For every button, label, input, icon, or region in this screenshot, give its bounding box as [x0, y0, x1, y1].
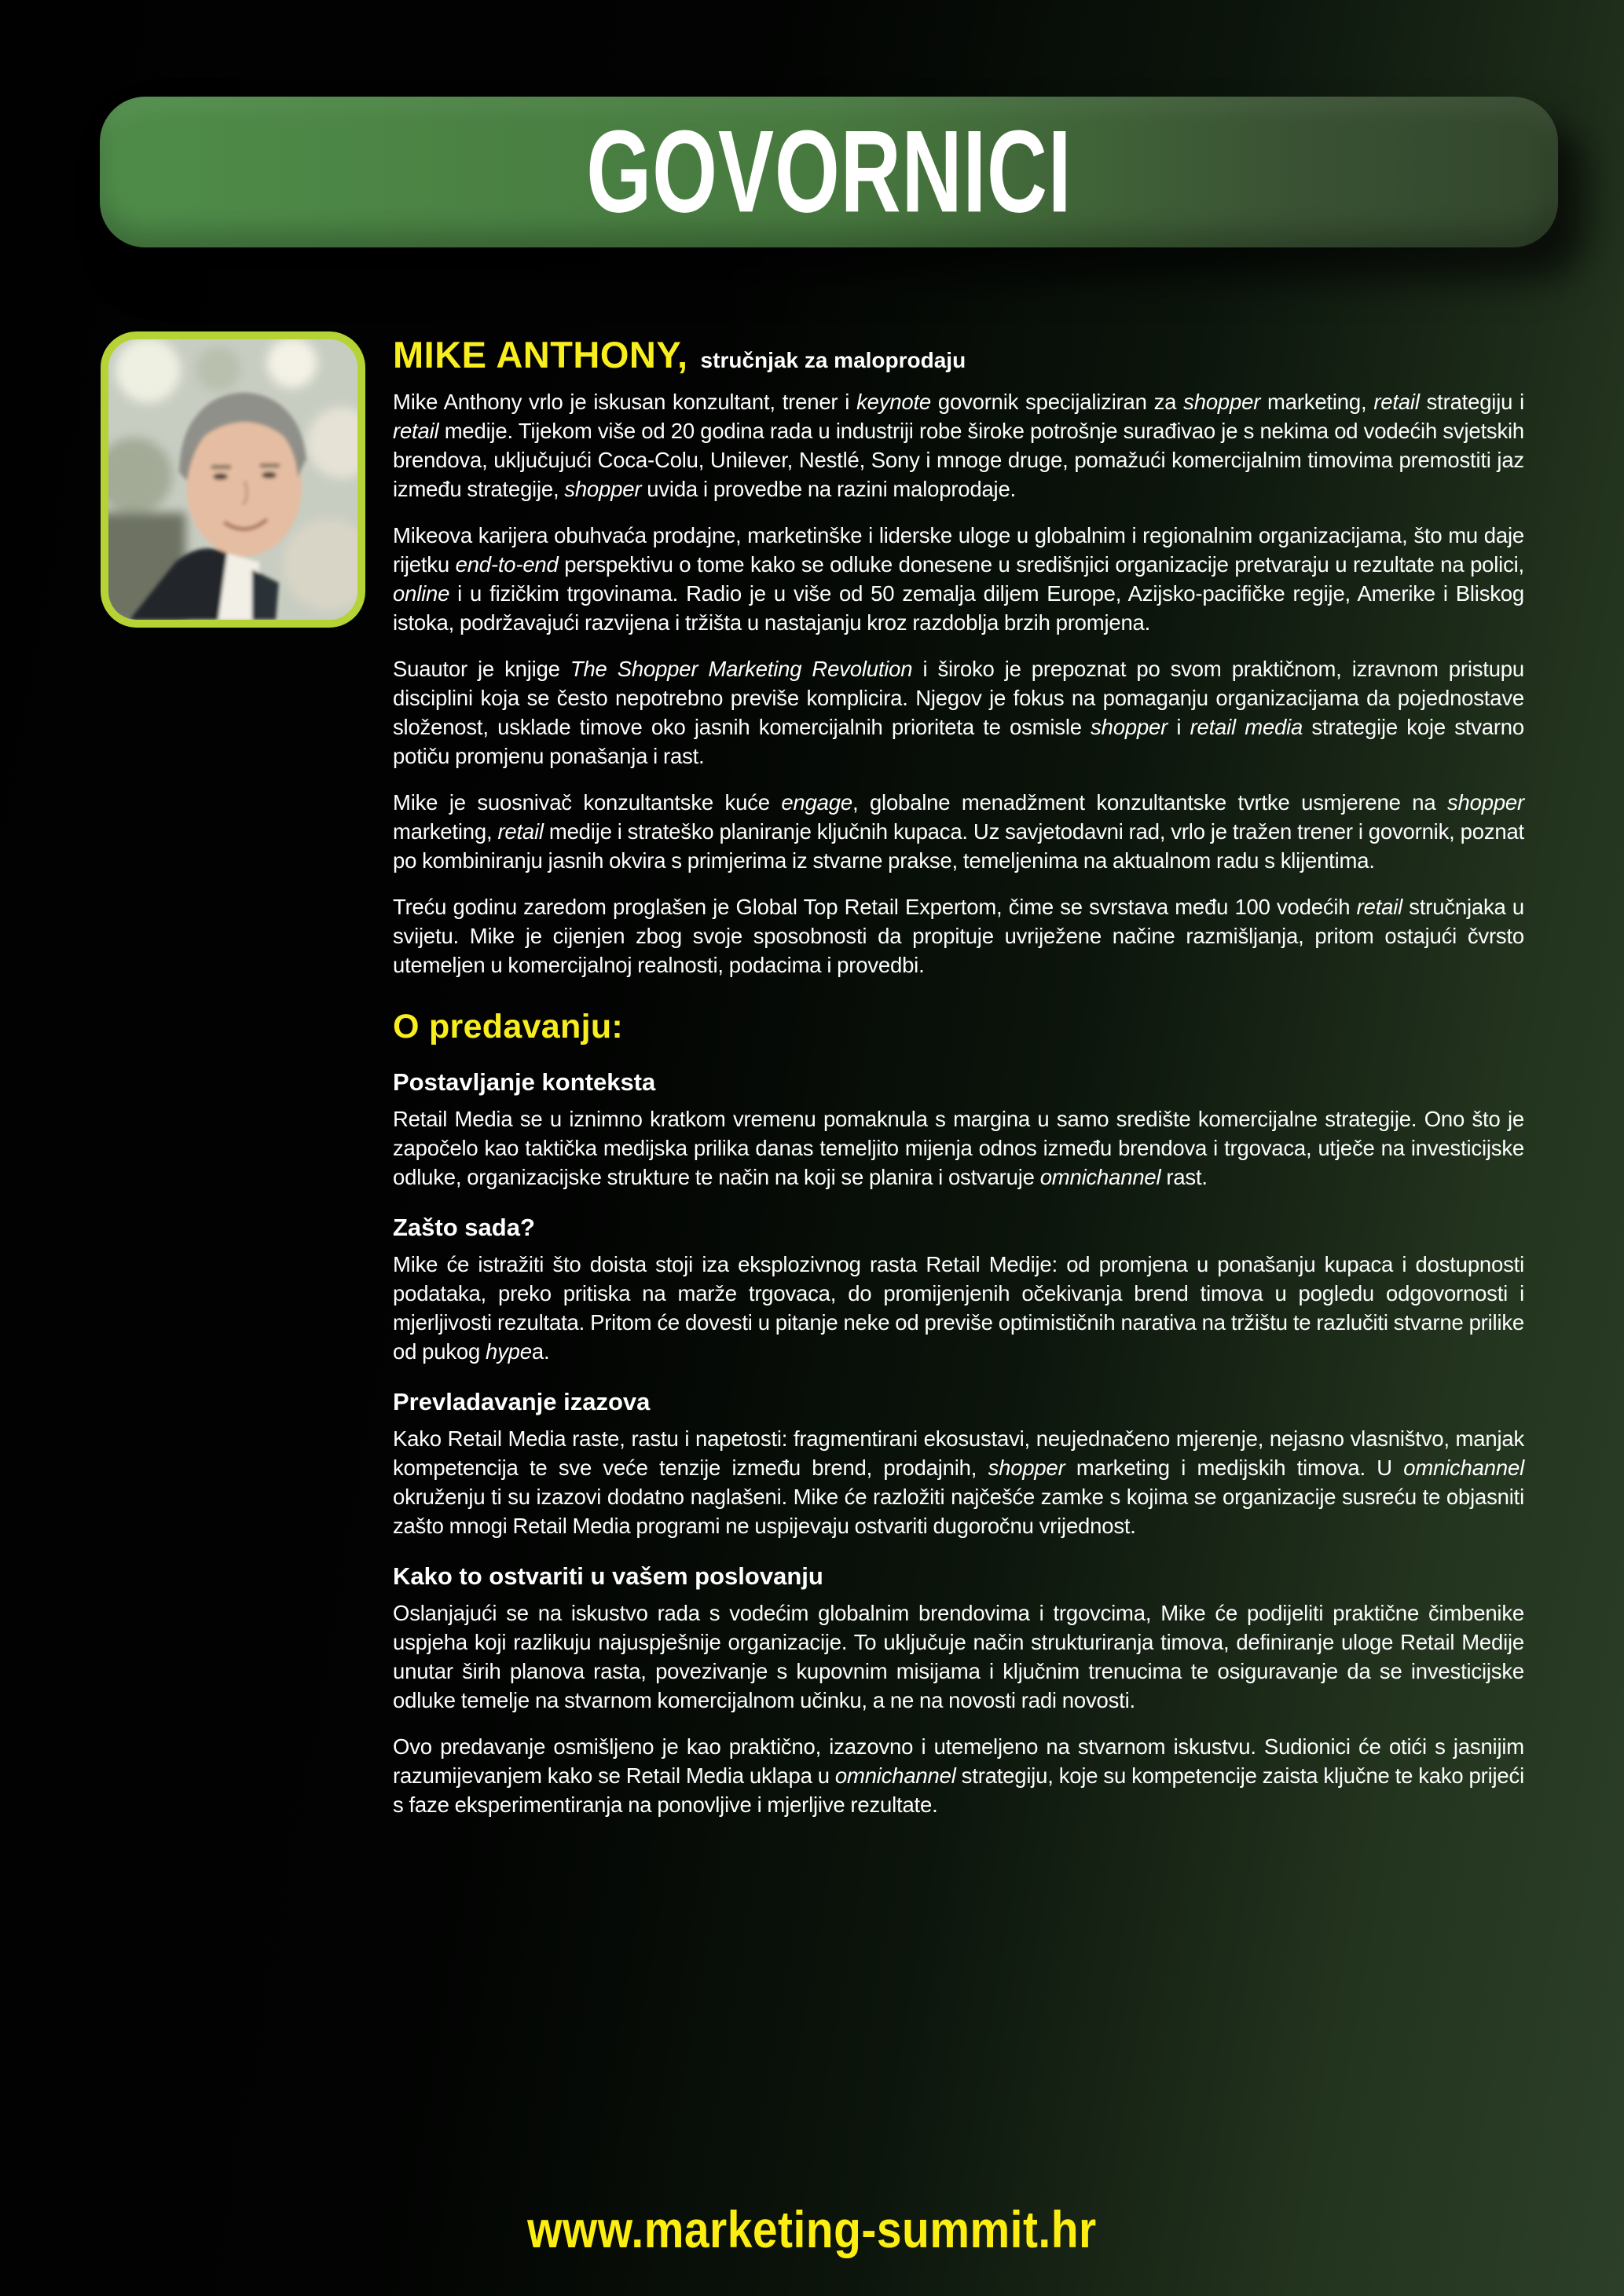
speaker-header [393, 333, 1524, 376]
speaker-portrait-illustration [108, 339, 357, 620]
section-why-now [393, 1250, 1524, 1366]
paragraph: Mike je suosnivač konzultantske kuće engage, globalne menadžment konzultantske tvrtke usmjerene na shopper marketing, retail medije i strateško planiranje ključnih kupaca. Uz savjetodavni rad, vrlo je tražen trener i govornik, poznat po kombiniranju jasnih okvira s primjerima iz stvarne prakse, temeljenima na aktualnom radu s klijentima. [393, 790, 1524, 873]
paragraph: Retail Media se u iznimno kratkom vremenu pomaknula s margina u samo središte komercijalne strategije. Ono što je započelo kao taktička medijska prilika danas temeljito mijenja odnos između brendova i trgovaca, utječe na investicijske odluke, organizacijske strukture te način na koji se planira i ostvaruje omnichannel rast. [393, 1107, 1524, 1189]
speaker-name: MIKE ANTHONY, [393, 334, 688, 375]
speaker-photo [101, 331, 365, 628]
subheading-context: Postavljanje konteksta [393, 1068, 656, 1096]
paragraph: Kako Retail Media raste, rastu i napetosti: fragmentirani ekosustavi, neujednačeno mjerenje, nejasno vlasništvo, manjak kompetencija te sve veće tenzije između brend, prodajnih, shopper marketing i medijskih timova. U omnichannel okruženju ti su izazovi dodatno naglašeni. Mike će razložiti najčešće zamke s kojima se organizacije susreću te objasniti zašto mnogi Retail Media programi ne uspijevaju ostvariti dugoročnu vrijednost. [393, 1426, 1524, 1538]
subheading-how-to: Kako to ostvariti u vašem poslovanju [393, 1562, 823, 1590]
paragraph: Mikeova karijera obuhvaća prodajne, marketinške i liderske uloge u globalnim i regionalnim organizacijama, što mu daje rijetku end-to-end perspektivu o tome kako se odluke donesene u središnjici organizacije pretvaraju u rezultate na polici, online i u fizičkim trgovinama. Radio je u više od 50 zemalja diljem Europe, Azijsko-pacifičke regije, Amerike i Bliskog istoka, podržavajući razvijena i tržišta u nastajanju kroz razdoblja brzih promjena. [393, 523, 1524, 635]
website-link[interactable]: www.marketing-summit.hr [527, 2200, 1097, 2259]
speaker-bio [393, 387, 1524, 980]
section-context [393, 1104, 1524, 1192]
subheading-challenges: Prevladavanje izazova [393, 1388, 651, 1415]
paragraph: Ovo predavanje osmišljeno je kao praktično, izazovno i utemeljeno na stvarnom iskustvu. Sudionici će otići s jasnijim razumijevanjem kako se Retail Media uklapa u omnichannel strategiju, koje su kompetencije zaista ključne te kako prijeći s faze eksperimentiranja na ponovljive i mjerljive rezultate. [393, 1734, 1524, 1817]
footer [0, 2200, 1624, 2259]
section-how-to [393, 1598, 1524, 1819]
paragraph: Suautor je knjige The Shopper Marketing Revolution i široko je prepoznat po svom praktičnom, izravnom pristupu disciplini koja se često nepotrebno previše komplicira. Njegov je fokus na pomaganju organizacijama da pojednostave složenost, usklade timove oko jasnih komercijalnih prioriteta te osmisle shopper i retail media strategije koje stvarno potiču promjenu ponašanja i rast. [393, 657, 1524, 768]
page-title: GOVORNICI [585, 107, 1072, 237]
subheading-why-now: Zašto sada? [393, 1214, 535, 1241]
section-challenges [393, 1424, 1524, 1540]
about-heading: O predavanju: [393, 1008, 624, 1045]
paragraph: Oslanjajući se na iskustvo rada s vodećim globalnim brendovima i trgovcima, Mike će podijeliti praktične čimbenike uspjeha koji razlikuju najuspješnije organizacije. To uključuje način strukturiranja timova, definiranje uloge Retail Medije unutar širih planova rasta, povezivanje s kupovnim misijama i ključnim trenucima te osiguravanje da se investicijske odluke temelje na stvarnom komercijalnom učinku, a ne na novosti radi novosti. [393, 1601, 1524, 1712]
paragraph: Mike će istražiti što doista stoji iza eksplozivnog rasta Retail Medije: od promjena u ponašanju kupaca i dostupnosti podataka, preko pritiska na marže trgovaca, do promijenjenih očekivanja brend timova u pogledu odgovornosti i mjerljivosti rezultata. Pritom će dovesti u pitanje neke od previše optimističnih narativa na tržištu te razlučiti stvarne prilike od pukog hypea. [393, 1252, 1524, 1364]
paragraph: Mike Anthony vrlo je iskusan konzultant, trener i keynote govornik specijaliziran za shopper marketing, retail strategiju i retail medije. Tijekom više od 20 godina rada u industriji robe široke potrošnje surađivao je s nekima od vodećih svjetskih brendova, uključujući Coca-Colu, Unilever, Nestlé, Sony i mnoge druge, pomažući komercijalnim timovima premostiti jaz između strategije, shopper uvida i provedbe na razini maloprodaje. [393, 390, 1525, 501]
banner [100, 97, 1558, 247]
main-content [393, 333, 1524, 1836]
speaker-role: stručnjak za maloprodaju [700, 348, 966, 372]
paragraph: Treću godinu zaredom proglašen je Global Top Retail Expertom, čime se svrstava među 100 vodećih retail stručnjaka u svijetu. Mike je cijenjen zbog svoje sposobnosti da propituje uvriježene načine razmišljanja, pritom ostajući čvrsto utemeljen u komercijalnoj realnosti, podacima i provedbi. [393, 895, 1524, 977]
